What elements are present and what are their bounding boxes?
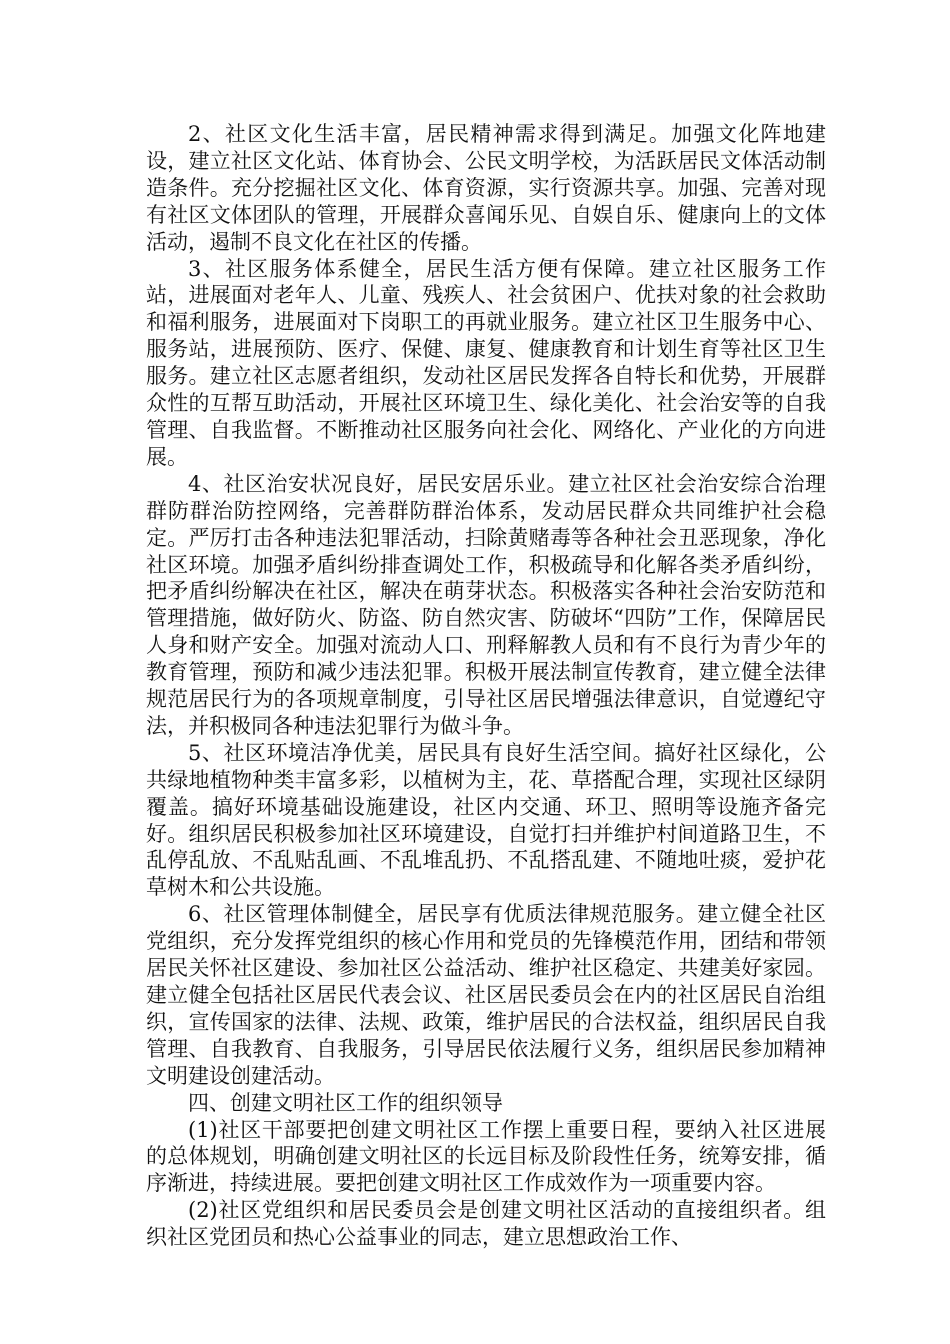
document-body — [146, 121, 826, 1251]
paragraph-leadership-1: (1)社区干部要把创建文明社区工作摆上重要日程，要纳入社区进展的总体规划，明确创建文明社区的长远目标及阶段性任务，统筹安排，循序渐进，持续进展。要把创建文明社区工作成效作为一项重要内容。 — [146, 1117, 826, 1196]
paragraph-environment: 5、社区环境洁净优美，居民具有良好生活空间。搞好社区绿化，公共绿地植物种类丰富多彩，以植树为主，花、草搭配合理，实现社区绿阴覆盖。搞好环境基础设施建设，社区内交通、环卫、照明等设施齐备完好。组织居民积极参加社区环境建设，自觉打扫并维护村间道路卫生，不乱停乱放、不乱贴乱画、不乱堆乱扔、不乱搭乱建、不随地吐痰，爱护花草树木和公共设施。 — [146, 740, 826, 900]
paragraph-security: 4、社区治安状况良好，居民安居乐业。建立社区社会治安综合治理群防群治防控网络，完善群防群治体系，发动居民群众共同维护社会稳定。严厉打击各种违法犯罪活动，扫除黄赌毒等各种社会丑恶现象，净化社区环境。加强矛盾纠纷排查调处工作，积极疏导和化解各类矛盾纠纷，把矛盾纠纷解决在社区，解决在萌芽状态。积极落实各种社会治安防范和管理措施，做好防火、防盗、防自然灾害、防破坏“四防”工作，保障居民人身和财产安全。加强对流动人口、刑释解教人员和有不良行为青少年的教育管理，预防和减少违法犯罪。积极开展法制宣传教育，建立健全法律规范居民行为的各项规章制度，引导社区居民增强法律意识，自觉遵纪守法，并积极同各种违法犯罪行为做斗争。 — [146, 471, 826, 738]
paragraph-management: 6、社区管理体制健全，居民享有优质法律规范服务。建立健全社区党组织，充分发挥党组织的核心作用和党员的先锋模范作用，团结和带领居民关怀社区建设、参加社区公益活动、维护社区稳定、共建美好家园。建立健全包括社区居民代表会议、社区居民委员会在内的社区居民自治组织，宣传国家的法律、法规、政策，维护居民的合法权益，组织居民自我管理、自我教育、自我服务，引导居民依法履行义务，组织居民参加精神文明建设创建活动。 — [146, 902, 826, 1088]
paragraph-service: 3、社区服务体系健全，居民生活方便有保障。建立社区服务工作站，进展面对老年人、儿童、残疾人、社会贫困户、优扶对象的社会救助和福利服务，进展面对下岗职工的再就业服务。建立社区卫生服务中心、服务站，进展预防、医疗、保健、康复、健康教育和计划生育等社区卫生服务。建立社区志愿者组织，发动社区居民发挥各自特长和优势，开展群众性的互帮互助活动，开展社区环境卫生、绿化美化、社会治安等的自我管理、自我监督。不断推动社区服务向社会化、网络化、产业化的方向进展。 — [146, 256, 826, 469]
paragraph-leadership-2: (2)社区党组织和居民委员会是创建文明社区活动的直接组织者。组织社区党团员和热心公益事业的同志，建立思想政治工作、 — [146, 1198, 826, 1250]
section-heading-leadership: 四、创建文明社区工作的组织领导 — [188, 1090, 503, 1115]
paragraph-culture: 2、社区文化生活丰富，居民精神需求得到满足。加强文化阵地建设，建立社区文化站、体育协会、公民文明学校，为活跃居民文体活动制造条件。充分挖掘社区文化、体育资源，实行资源共享。加强、完善对现有社区文体团队的管理，开展群众喜闻乐见、自娱自乐、健康向上的文体活动，遏制不良文化在社区的传播。 — [146, 122, 826, 254]
